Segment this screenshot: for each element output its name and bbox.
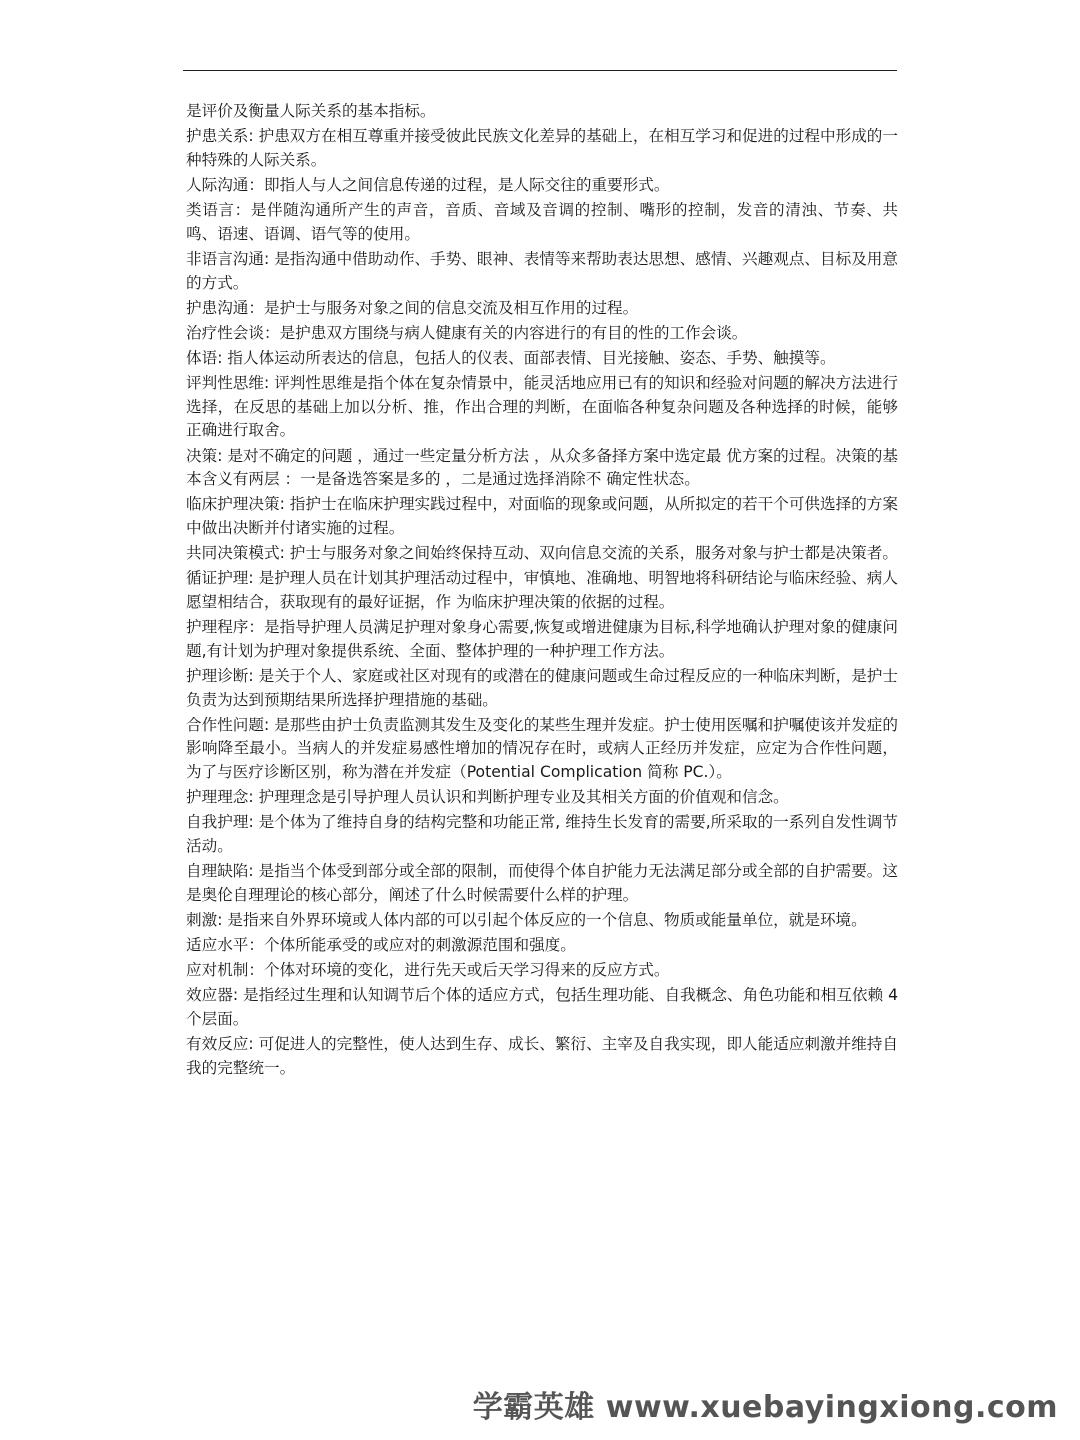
paragraph: 体语: 指人体运动所表达的信息，包括人的仪表、面部表情、目光接触、姿态、手势、触摸等。 — [186, 349, 836, 368]
paragraph: 治疗性会谈：是护患双方围绕与病人健康有关的内容进行的有目的性的工作会谈。 — [186, 323, 748, 342]
paragraph: 合作性问题: 是那些由护士负责监测其发生及变化的某些生理并发症。护士使用医嘱和护嘱使该并发症的影响降至最小。当病人的并发症易感性增加的情况存在时，或病人正经历并发症，应定为合作性问题，为了与医疗诊断区别，称为潜在并发症（Potential Complication 简称 PC.）。 — [186, 715, 898, 781]
paragraph: 非语言沟通: 是指沟通中借助动作、手势、眼神、表情等来帮助表达思想、感情、兴趣观点、目标及用意的方式。 — [186, 249, 898, 292]
paragraph: 共同决策模式: 护士与服务对象之间始终保持互动、双向信息交流的关系，服务对象与护士都是决策者。 — [186, 544, 898, 563]
paragraph: 决策: 是对不确定的问题 ，通过一些定量分析方法 ，从众多备择方案中选定最 优方案的过程。决策的基本含义有两层 ：一是备选答案是多的 ，二是通过选择消除不 确定性状态。 — [186, 446, 898, 489]
paragraph: 是评价及衡量人际关系的基本指标。 — [186, 102, 436, 120]
paragraph: 效应器: 是指经过生理和认知调节后个体的适应方式，包括生理功能、自我概念、角色功能和相互依赖 4 个层面。 — [186, 986, 898, 1029]
paragraph: 护患关系: 护患双方在相互尊重并接受彼此民族文化差异的基础上，在相互学习和促进的过程中形成的一种特殊的人际关系。 — [186, 127, 898, 169]
watermark-footer: 学霸英雄 www.xuebayingxiong.com — [472, 1390, 1058, 1425]
paragraph: 自我护理: 是个体为了维持自身的结构完整和功能正常, 维持生长发育的需要,所采取的一系列自发性调节活动。 — [186, 813, 898, 855]
paragraph: 应对机制：个体对环境的变化，进行先天或后天学习得来的反应方式。 — [186, 961, 670, 980]
paragraph: 循证护理: 是护理人员在计划其护理活动过程中，审慎地、准确地、明智地将科研结论与临床经验、病人愿望相结合，获取现有的最好证据，作 为临床护理决策的依据的过程。 — [186, 569, 898, 611]
paragraph: 评判性思维: 评判性思维是指个体在复杂情景中，能灵活地应用已有的知识和经验对问题的解决方法进行选择，在反思的基础上加以分析、推，作出合理的判断，在面临各种复杂问题及各种选择的时候，能够正确进行取舍。 — [186, 374, 898, 440]
paragraph: 刺激: 是指来自外界环境或人体内部的可以引起个体反应的一个信息、物质或能量单位，就是环境。 — [186, 910, 867, 929]
document-body — [186, 100, 898, 1082]
paragraph: 自理缺陷: 是指当个体受到部分或全部的限制，而使得个体自护能力无法满足部分或全部的自护需要。这是奥伦自理理论的核心部分，阐述了什么时候需要什么样的护理。 — [186, 862, 898, 904]
paragraph: 人际沟通：即指人与人之间信息传递的过程，是人际交往的重要形式。 — [186, 175, 670, 194]
header-rule — [183, 70, 897, 71]
paragraph: 适应水平：个体所能承受的或应对的刺激源范围和强度。 — [186, 936, 576, 955]
paragraph: 护理理念: 护理理念是引导护理人员认识和判断护理专业及其相关方面的价值观和信念。 — [186, 788, 789, 807]
paragraph: 临床护理决策: 指护士在临床护理实践过程中，对面临的现象或问题，从所拟定的若干个可供选择的方案中做出决断并付诸实施的过程。 — [186, 495, 898, 538]
paragraph: 护理程序：是指导护理人员满足护理对象身心需要,恢复或增进健康为目标,科学地确认护理对象的健康问题,有计划为护理对象提供系统、全面、整体护理的一种护理工作方法。 — [186, 618, 898, 660]
paragraph: 有效反应: 可促进人的完整性，使人达到生存、成长、繁衍、主宰及自我实现，即人能适应刺激并维持自我的完整统一。 — [186, 1035, 898, 1077]
paragraph: 类语言：是伴随沟通所产生的声音，音质、音域及音调的控制、嘴形的控制，发音的清浊、节奏、共鸣、语速、语调、语气等的使用。 — [186, 201, 898, 243]
paragraph: 护患沟通：是护士与服务对象之间的信息交流及相互作用的过程。 — [186, 298, 639, 317]
paragraph: 护理诊断: 是关于个人、家庭或社区对现有的或潜在的健康问题或生命过程反应的一种临床判断，是护士负责为达到预期结果所选择护理措施的基础。 — [186, 666, 898, 709]
